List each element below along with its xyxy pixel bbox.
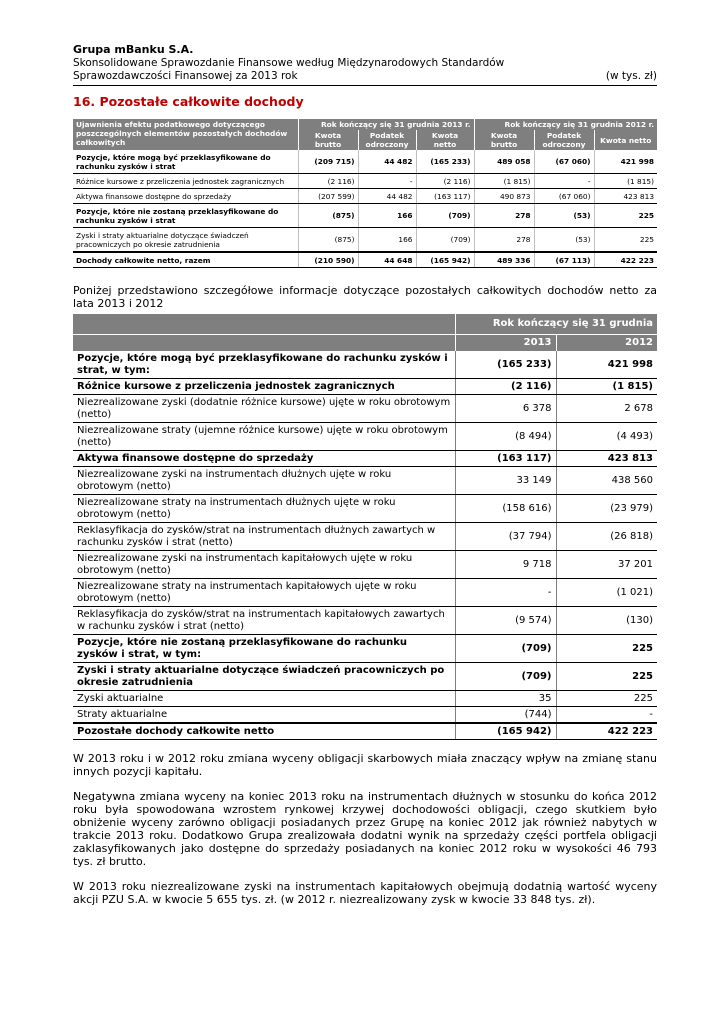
cell: (1 815) <box>474 174 534 189</box>
header-spacer <box>73 314 455 335</box>
report-title-line: Sprawozdawczości Finansowej za 2013 rok <box>73 70 298 82</box>
row-label: Różnice kursowe z przeliczenia jednostek zagranicznych <box>73 174 298 189</box>
cell: 490 873 <box>474 189 534 204</box>
cell-2012: (130) <box>556 607 657 635</box>
row-label: Pozycje, które mogą być przeklasyfikowane do rachunku zysków i strat, w tym: <box>73 351 455 379</box>
row-label: Reklasyfikacja do zysków/strat na instrumentach kapitałowych zawartych w rachunku zysków i strat (netto) <box>73 607 455 635</box>
column-header: Kwota netto <box>594 130 657 150</box>
cell: (2 116) <box>298 174 358 189</box>
cell-2012: (26 818) <box>556 523 657 551</box>
cell: 44 648 <box>358 252 416 268</box>
cell-2013: (158 616) <box>455 495 556 523</box>
column-header: Kwota netto <box>416 130 474 150</box>
period-header: Rok kończący się 31 grudnia <box>455 314 657 335</box>
paragraph: W 2013 roku niezrealizowane zyski na instrumentach kapitałowych obejmują dodatnią wartość wyceny akcji PZU S.A. w kwocie 5 655 tys. zł. (w 2012 r. niezrealizowany zysk w kwocie 33 848 tys. zł). <box>73 880 657 906</box>
row-label: Różnice kursowe z przeliczenia jednostek zagranicznych <box>73 379 455 395</box>
table-row <box>73 523 657 551</box>
table-row <box>73 663 657 691</box>
cell: 166 <box>358 228 416 253</box>
row-label: Aktywa finansowe dostępne do sprzedaży <box>73 189 298 204</box>
table-row <box>73 607 657 635</box>
cell-2013: (8 494) <box>455 423 556 451</box>
header-spacer <box>73 335 455 352</box>
cell-2013: (165 233) <box>455 351 556 379</box>
cell: 225 <box>594 204 657 228</box>
year-header-row <box>73 335 657 352</box>
cell: (1 815) <box>594 174 657 189</box>
intro-paragraph: Poniżej przedstawiono szczegółowe informacje dotyczące pozostałych całkowitych dochodów netto za lata 2013 i 2012 <box>73 284 657 310</box>
year-2012: 2012 <box>556 335 657 352</box>
units-label: (w tys. zł) <box>605 70 657 82</box>
cell-2013: 35 <box>455 691 556 707</box>
period-header-2013: Rok kończący się 31 grudnia 2013 r. <box>298 119 474 130</box>
cell: (53) <box>534 204 594 228</box>
row-label: Niezrealizowane straty (ujemne różnice kursowe) ujęte w roku obrotowym (netto) <box>73 423 455 451</box>
cell: 421 998 <box>594 150 657 174</box>
cell: 278 <box>474 228 534 253</box>
cell-2012: - <box>556 707 657 724</box>
oci-detail-table <box>73 314 657 740</box>
table-row <box>73 707 657 724</box>
cell-2012: (23 979) <box>556 495 657 523</box>
cell: 44 482 <box>358 150 416 174</box>
table-row <box>73 379 657 395</box>
cell-2013: 6 378 <box>455 395 556 423</box>
row-label: Pozycje, które nie zostaną przeklasyfikowane do rachunku zysków i strat, w tym: <box>73 635 455 663</box>
cell: (210 590) <box>298 252 358 268</box>
document-page <box>73 43 657 906</box>
cell-2012: 225 <box>556 635 657 663</box>
cell: 422 223 <box>594 252 657 268</box>
section-title: 16. Pozostałe całkowite dochody <box>73 94 304 109</box>
row-label: Reklasyfikacja do zysków/strat na instrumentach dłużnych zawartych w rachunku zysków i strat (netto) <box>73 523 455 551</box>
cell: (67 060) <box>534 150 594 174</box>
cell: - <box>534 174 594 189</box>
cell-2012: 423 813 <box>556 451 657 467</box>
cell: 166 <box>358 204 416 228</box>
column-header: Podatek odroczony <box>358 130 416 150</box>
table-body <box>73 351 657 740</box>
table-row <box>73 423 657 451</box>
report-title-row <box>73 70 657 83</box>
row-label: Niezrealizowane zyski na instrumentach kapitałowych ujęte w roku obrotowym (netto) <box>73 551 455 579</box>
cell-2012: 421 998 <box>556 351 657 379</box>
table-row <box>73 451 657 467</box>
table-row <box>73 579 657 607</box>
cell: (709) <box>416 228 474 253</box>
table-total-row <box>73 723 657 740</box>
paragraph: W 2013 roku i w 2012 roku zmiana wyceny obligacji skarbowych miała znaczący wpływ na zmianę stanu innych pozycji kapitału. <box>73 752 657 778</box>
cell-2012: 2 678 <box>556 395 657 423</box>
row-label: Aktywa finansowe dostępne do sprzedaży <box>73 451 455 467</box>
row-label: Zyski aktuarialne <box>73 691 455 707</box>
cell: (2 116) <box>416 174 474 189</box>
column-header: Kwota brutto <box>474 130 534 150</box>
cell: - <box>358 174 416 189</box>
table-row <box>73 495 657 523</box>
table-header-label: Ujawnienia efektu podatkowego dotyczącego poszczególnych elementów pozostałych dochodów całkowitych <box>76 120 288 147</box>
table-row <box>73 635 657 663</box>
cell-2013: (37 794) <box>455 523 556 551</box>
table-row <box>73 467 657 495</box>
cell: (875) <box>298 204 358 228</box>
cell-2012: (4 493) <box>556 423 657 451</box>
cell: 225 <box>594 228 657 253</box>
table-row <box>73 395 657 423</box>
row-label: Zyski i straty aktuarialne dotyczące świadczeń pracowniczych po okresie zatrudnienia <box>73 228 298 253</box>
table-row <box>73 691 657 707</box>
cell-2013: (163 117) <box>455 451 556 467</box>
cell-2013: (709) <box>455 635 556 663</box>
row-label: Niezrealizowane straty na instrumentach dłużnych ujęte w roku obrotowym (netto) <box>73 495 455 523</box>
cell: (207 599) <box>298 189 358 204</box>
table-row <box>73 228 657 253</box>
cell-2012: 225 <box>556 691 657 707</box>
cell: 489 336 <box>474 252 534 268</box>
cell-2013: 9 718 <box>455 551 556 579</box>
cell-2013: 33 149 <box>455 467 556 495</box>
table-total-row <box>73 252 657 268</box>
cell: (67 113) <box>534 252 594 268</box>
cell-2013: (709) <box>455 663 556 691</box>
report-title-line: Skonsolidowane Sprawozdanie Finansowe według Międzynarodowych Standardów <box>73 57 505 69</box>
cell-2012: (1 815) <box>556 379 657 395</box>
cell-2012: (1 021) <box>556 579 657 607</box>
table-header-row <box>73 119 657 130</box>
row-label: Dochody całkowite netto, razem <box>73 252 298 268</box>
cell-2013: (9 574) <box>455 607 556 635</box>
table-row <box>73 174 657 189</box>
tax-effect-table <box>73 119 657 268</box>
table-header-row <box>73 314 657 335</box>
cell: (163 117) <box>416 189 474 204</box>
row-label: Pozycje, które mogą być przeklasyfikowane do rachunku zysków i strat <box>73 150 298 174</box>
cell: (209 715) <box>298 150 358 174</box>
cell: (53) <box>534 228 594 253</box>
paragraph: Negatywna zmiana wyceny na koniec 2013 roku na instrumentach dłużnych w stosunku do końca 2012 roku była spowodowana wzrostem rynkowej krzywej dochodowości obligacji, czego skutkiem było obniżenie wyceny zarówno obligacji posiadanych przez Grupę na koniec 2012 jak również nabytych w trakcie 2013 roku. Dodatkowo Grupa zrealizowała dodatni wynik na sprzedaży części portfela obligacji zaklasyfikowanych jako dostępne do sprzedaży posiadanych na koniec 2012 roku w wysokości 46 793 tys. zł brutto. <box>73 790 657 868</box>
table-row <box>73 189 657 204</box>
column-header: Kwota brutto <box>298 130 358 150</box>
cell-2012: 225 <box>556 663 657 691</box>
row-label: Niezrealizowane straty na instrumentach kapitałowych ujęte w roku obrotowym (netto) <box>73 579 455 607</box>
cell-2012: 438 560 <box>556 467 657 495</box>
cell: 489 058 <box>474 150 534 174</box>
row-label: Niezrealizowane zyski (dodatnie różnice kursowe) ujęte w roku obrotowym (netto) <box>73 395 455 423</box>
cell-2012: 37 201 <box>556 551 657 579</box>
table-row <box>73 150 657 174</box>
cell-2013: (744) <box>455 707 556 724</box>
row-label: Pozostałe dochody całkowite netto <box>73 723 455 740</box>
cell-2013: (165 942) <box>455 723 556 740</box>
cell-2013: (2 116) <box>455 379 556 395</box>
cell: (165 233) <box>416 150 474 174</box>
table-row <box>73 351 657 379</box>
row-label: Straty aktuarialne <box>73 707 455 724</box>
row-label: Niezrealizowane zyski na instrumentach dłużnych ujęte w roku obrotowym (netto) <box>73 467 455 495</box>
row-label: Zyski i straty aktuarialne dotyczące świadczeń pracowniczych po okresie zatrudnienia <box>73 663 455 691</box>
period-header-2012: Rok kończący się 31 grudnia 2012 r. <box>474 119 657 130</box>
cell-2013: - <box>455 579 556 607</box>
cell: 44 482 <box>358 189 416 204</box>
year-2013: 2013 <box>455 335 556 352</box>
cell: 423 813 <box>594 189 657 204</box>
table-row <box>73 551 657 579</box>
cell: (875) <box>298 228 358 253</box>
column-header: Podatek odroczony <box>534 130 594 150</box>
cell: (709) <box>416 204 474 228</box>
company-name: Grupa mBanku S.A. <box>73 43 194 56</box>
cell-2012: 422 223 <box>556 723 657 740</box>
table-row <box>73 204 657 228</box>
cell: (67 060) <box>534 189 594 204</box>
header-divider <box>73 85 657 86</box>
cell: (165 942) <box>416 252 474 268</box>
cell: 278 <box>474 204 534 228</box>
row-label: Pozycje, które nie zostaną przeklasyfikowane do rachunku zysków i strat <box>73 204 298 228</box>
